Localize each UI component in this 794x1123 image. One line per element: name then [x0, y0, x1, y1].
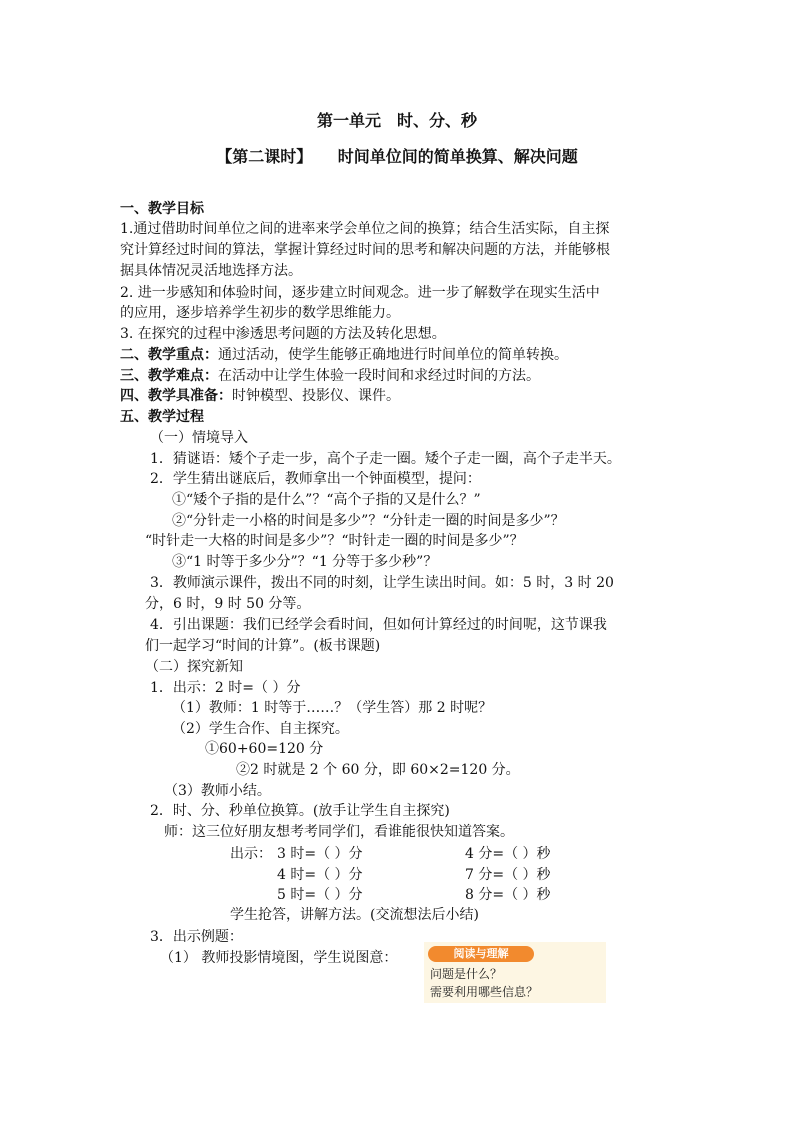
- process-line: 2．学生猜出谜底后，教师拿出一个钟面模型，提问：: [150, 471, 481, 487]
- tools: [120, 387, 400, 406]
- goal-line: 据具体情况灵活地选择方法。: [120, 263, 302, 279]
- goal-line: 的应用，逐步培养学生初步的数学思维能力。: [120, 305, 400, 321]
- lesson-topic: 时间单位间的简单换算、解决问题: [337, 147, 578, 166]
- process-line: ①60+60=120 分: [205, 741, 324, 757]
- goal-line: 3. 在探究的过程中渗透思考问题的方法及转化思想。: [120, 326, 446, 342]
- process-line: （3）教师小结。: [164, 783, 271, 799]
- exercise-cell: 8 分=（ ）秒: [465, 887, 551, 903]
- process-line: （1） 教师投影情境图，学生说图意：: [160, 950, 398, 966]
- key-points-label: 二、教学重点：: [120, 347, 218, 363]
- process-heading: 五、教学过程: [120, 409, 204, 425]
- difficulties: [120, 367, 540, 386]
- goals-heading: 一、教学目标: [120, 201, 204, 217]
- unit-title: 第一单元 时、分、秒: [316, 111, 477, 130]
- goal-line: 2. 进一步感知和体验时间，逐步建立时间观念。进一步了解数学在现实生活中: [120, 285, 600, 301]
- process-line: 3．出示例题：: [150, 929, 243, 945]
- process-line: ②2 时就是 2 个 60 分，即 60×2=120 分。: [236, 762, 520, 778]
- exercise-prefix: 出示：: [230, 846, 272, 862]
- process-line: （二）探究新知: [145, 659, 243, 675]
- process-line: 师：这三位好朋友想考考同学们，看谁能很快知道答案。: [164, 824, 514, 840]
- process-line: 分，6 时，9 时 50 分等。: [145, 596, 311, 612]
- process-line: “时针走一大格的时间是多少”？“时针走一圈的时间是多少”？: [145, 533, 524, 549]
- reading-box-tag: 阅读与理解: [428, 946, 534, 962]
- process-line: 4．引出课题：我们已经学会看时间，但如何计算经过的时间呢，这节课我: [150, 617, 607, 633]
- process-line: 1．出示：2 时=（ ）分: [150, 680, 301, 696]
- process-line: ③“1 时等于多少分”？“1 分等于多少秒”？: [172, 554, 438, 570]
- process-line: 3．教师演示课件，拨出不同的时刻，让学生读出时间。如：5 时，3 时 20: [150, 575, 614, 591]
- lesson-subtitle: [0, 144, 794, 167]
- exercise-cell: 4 时=（ ）分: [277, 867, 363, 883]
- difficulties-text: 在活动中让学生体验一段时间和求经过时间的方法。: [218, 368, 540, 384]
- process-line: （一）情境导入: [150, 430, 248, 446]
- process-line: 学生抢答，讲解方法。(交流想法后小结): [230, 907, 479, 923]
- exercise-cell: 4 分=（ ）秒: [465, 846, 551, 862]
- goal-line: 1.通过借助时间单位之间的进率来学会单位之间的换算；结合生活实际，自主探: [120, 221, 610, 237]
- key-points: [120, 346, 568, 365]
- goal-line: 究计算经过时间的算法，掌握计算经过时间的思考和解决问题的方法，并能够根: [120, 242, 610, 258]
- reading-box: [424, 942, 606, 1003]
- tools-text: 时钟模型、投影仪、课件。: [232, 388, 400, 404]
- process-line: 2．时、分、秒单位换算。(放手让学生自主探究): [150, 803, 450, 819]
- lesson-number: 【第二课时】: [216, 147, 313, 166]
- process-line: （1）教师：1 时等于……？（学生答）那 2 时呢？: [172, 700, 493, 716]
- exercise-cell: 5 时=（ ）分: [277, 887, 363, 903]
- reading-box-line: 问题是什么？: [430, 967, 503, 981]
- reading-box-line: 需要利用哪些信息？: [430, 985, 539, 999]
- exercise-cell: 3 时=（ ）分: [277, 846, 363, 862]
- process-line: 1．猜谜语：矮个子走一步，高个子走一圈。矮个子走一圈，高个子走半天。: [150, 451, 621, 467]
- process-line: ①“矮个子指的是什么”？“高个子指的又是什么？”: [172, 492, 481, 508]
- process-line: ②“分针走一小格的时间是多少”？“分针走一圈的时间是多少”？: [172, 513, 565, 529]
- tools-label: 四、教学具准备：: [120, 388, 232, 404]
- exercise-cell: 7 分=（ ）秒: [465, 867, 551, 883]
- difficulties-label: 三、教学难点：: [120, 368, 218, 384]
- process-line: （2）学生合作、自主探究。: [172, 721, 349, 737]
- process-line: 们一起学习“时间的计算”。(板书课题): [145, 638, 381, 654]
- key-points-text: 通过活动，使学生能够正确地进行时间单位的简单转换。: [218, 347, 568, 363]
